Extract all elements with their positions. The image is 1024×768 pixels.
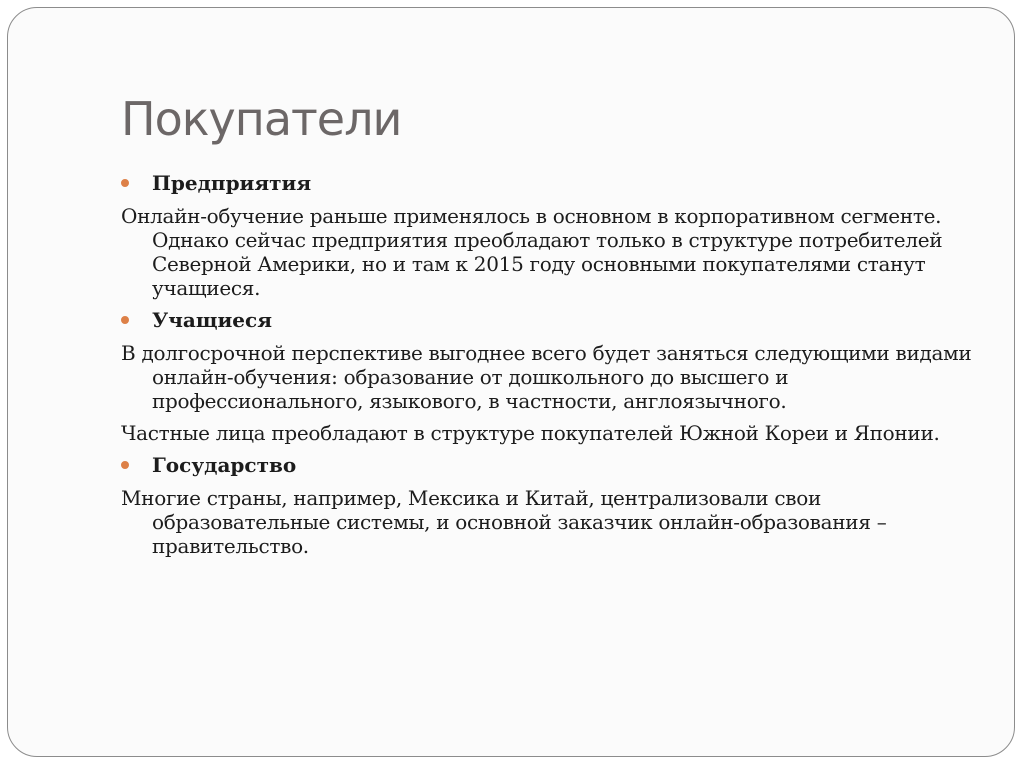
bullet-heading-label: Предприятия bbox=[152, 171, 312, 195]
bullet-heading-enterprises bbox=[121, 171, 1001, 195]
bullet-heading-government bbox=[121, 453, 1001, 477]
paragraph-enterprises: Онлайн-обучение раньше применялось в основном в корпоративном сегменте. Однако сейчас предприятия преобладают только в структуре потребителей Северной Америки, но и там к 2015 году основными покупателями станут учащиеся. bbox=[121, 204, 943, 300]
slide-frame bbox=[7, 7, 1015, 757]
paragraph-students-2: Частные лица преобладают в структуре покупателей Южной Кореи и Японии. bbox=[121, 421, 940, 445]
paragraph-government: Многие страны, например, Мексика и Китай, централизовали свои образовательные системы, и основной заказчик онлайн-образования – правительство. bbox=[121, 486, 887, 558]
bullet-dot-icon bbox=[121, 316, 129, 324]
bullet-dot-icon bbox=[121, 179, 129, 187]
slide-content bbox=[121, 171, 1001, 566]
bullet-heading-label: Государство bbox=[152, 453, 297, 477]
bullet-dot-icon bbox=[121, 461, 129, 469]
bullet-heading-students bbox=[121, 308, 1001, 332]
bullet-heading-label: Учащиеся bbox=[152, 308, 272, 332]
paragraph-students-1: В долгосрочной перспективе выгоднее всего будет заняться следующими видами онлайн-обучения: образование от дошкольного до высшего и профессионального, языкового, в частности, англоязычного. bbox=[121, 341, 972, 413]
slide-title: Покупатели bbox=[121, 92, 402, 146]
